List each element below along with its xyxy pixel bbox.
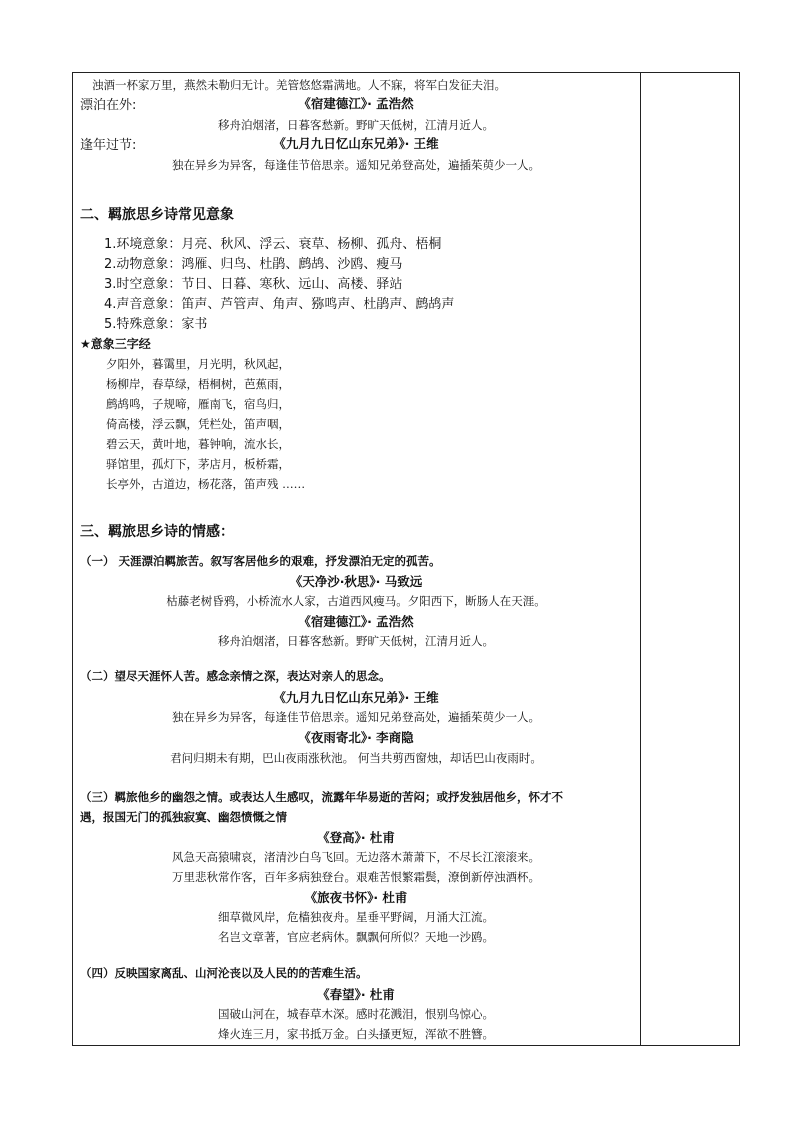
poem-line: 独在异乡为异客，每逢佳节倍思亲。遥知兄弟登高处，遍插茱萸少一人。 xyxy=(172,710,540,724)
poem-title: 《宿建德江》· 孟浩然 xyxy=(298,96,414,111)
poem-line: 万里悲秋常作客，百年多病独登台。艰难苦恨繁霜鬓，潦倒新停浊酒杯。 xyxy=(172,870,540,884)
classic-line: 碧云天，黄叶地，暮钟响，流水长， xyxy=(106,437,290,451)
poem-line: 细草微风岸，危樯独夜舟。星垂平野阔，月涌大江流。 xyxy=(218,910,494,924)
subsection-heading: （一） 天涯漂泊羁旅苦。叙写客居他乡的艰难，抒发漂泊无定的孤苦。 xyxy=(80,554,441,568)
list-item: 3.时空意象：节日、日暮、寒秋、远山、高楼、驿站 xyxy=(104,277,403,292)
subsection-heading: （四）反映国家离乱、山河沦丧以及人民的的苦难生活。 xyxy=(80,966,368,980)
poem-line: 风急天高猿啸哀，渚清沙白鸟飞回。无边落木萧萧下，不尽长江滚滚来。 xyxy=(172,850,540,864)
classic-line: 鹧鸪鸣，子规啼，雁南飞，宿鸟归， xyxy=(106,397,290,411)
section-heading: 三、羁旅思乡诗的情感： xyxy=(80,524,234,540)
subsection-heading: （二）望尽天涯怀人苦。感念亲情之深，表达对亲人的思念。 xyxy=(80,669,391,683)
poem-title: 《九月九日忆山东兄弟》· 王维 xyxy=(273,136,439,151)
poem-title: 《天净沙·秋思》· 马致远 xyxy=(289,574,423,589)
poem-title: 《九月九日忆山东兄弟》· 王维 xyxy=(273,690,439,705)
poem-line: 独在异乡为异客，每逢佳节倍思亲。遥知兄弟登高处，遍插茱萸少一人。 xyxy=(172,158,540,172)
list-item: 2.动物意象：鸿雁、归鸟、杜鹃、鹧鸪、沙鸥、瘦马 xyxy=(104,257,403,272)
poem-title: 《春望》· 杜甫 xyxy=(317,987,395,1002)
classic-line: 倚高楼，浮云飘，凭栏处，笛声咽， xyxy=(106,417,290,431)
festival-label: 逢年过节: xyxy=(80,138,137,153)
subsection-heading: （三）羁旅他乡的幽怨之情。或表达人生感叹，流露年华易逝的苦闷；或抒发独居他乡，怀才不 xyxy=(80,790,563,804)
list-item: 5.特殊意象：家书 xyxy=(104,317,208,332)
poem-line: 枯藤老树昏鸦，小桥流水人家，古道西风瘦马。夕阳西下，断肠人在天涯。 xyxy=(166,594,546,608)
classic-line: 杨柳岸，春草绿，梧桐树，芭蕉雨， xyxy=(106,377,290,391)
classic-line: 夕阳外，暮霭里，月光明，秋风起， xyxy=(106,357,290,371)
section-heading: 二、羁旅思乡诗常见意象 xyxy=(80,207,234,223)
subsection-heading: 遇，报国无门的孤独寂寞、幽怨愤慨之情 xyxy=(80,810,287,824)
star-label: ★意象三字经 xyxy=(80,337,151,351)
list-item: 1.环境意象：月亮、秋风、浮云、衰草、杨柳、孤舟、梧桐 xyxy=(104,237,442,252)
list-item: 4.声音意象：笛声、芦管声、角声、猕鸣声、杜鹃声、鹧鸪声 xyxy=(104,297,455,312)
classic-line: 驿馆里，孤灯下，茅店月，板桥霜， xyxy=(106,457,290,471)
poem-line: 名岂文章著，官应老病休。飘飘何所似？天地一沙鸥。 xyxy=(218,930,494,944)
table-column-divider xyxy=(640,72,641,1046)
poem-line: 移舟泊烟渚，日暮客愁新。野旷天低树，江清月近人。 xyxy=(218,634,494,648)
poem-title: 《登高》· 杜甫 xyxy=(317,830,395,845)
poem-title: 《夜雨寄北》· 李商隐 xyxy=(298,730,414,745)
poem-line: 国破山河在，城春草木深。感时花溅泪，恨别鸟惊心。 xyxy=(218,1007,494,1021)
classic-line: 长亭外，古道边，杨花落，笛声残 …… xyxy=(106,477,306,491)
poem-line: 君问归期未有期，巴山夜雨涨秋池。 何当共剪西窗烛，却话巴山夜雨时。 xyxy=(170,751,542,765)
poem-title: 《宿建德江》· 孟浩然 xyxy=(298,614,414,629)
poem-title: 《旅夜书怀》· 杜甫 xyxy=(304,890,408,905)
poem-line: 移舟泊烟渚，日暮客愁新。野旷天低树，江清月近人。 xyxy=(218,118,494,132)
poem-line: 浊酒一杯家万里，燕然未勒归无计。羌管悠悠霜满地。人不寐，将军白发征夫泪。 xyxy=(92,78,506,92)
drift-label: 漂泊在外: xyxy=(80,98,137,113)
poem-line: 烽火连三月，家书抵万金。白头搔更短，浑欲不胜簪。 xyxy=(218,1027,494,1041)
